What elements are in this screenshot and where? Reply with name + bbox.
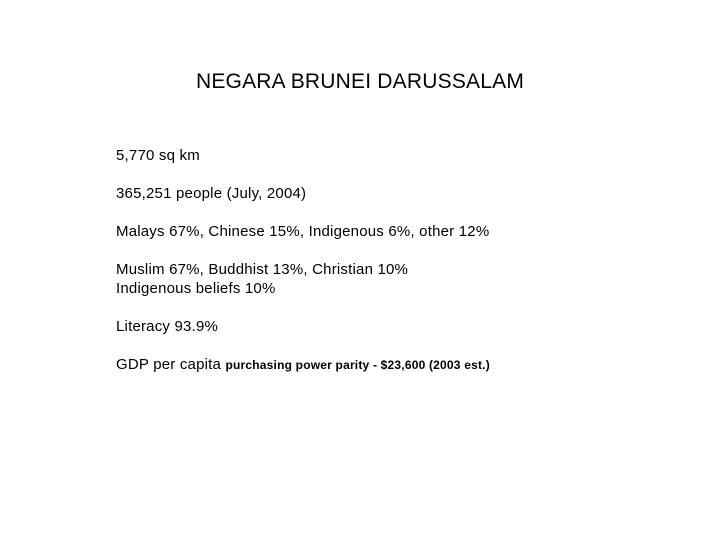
fact-ethnic-groups (116, 222, 696, 241)
gdp-label: GDP per capita (116, 356, 222, 373)
gdp-detail: purchasing power parity - $23,600 (2003 est.) (225, 358, 490, 372)
religion-line-1: Muslim 67%, Buddhist 13%, Christian 10% (116, 261, 409, 278)
gdp-line (116, 355, 696, 375)
fact-gdp (116, 355, 696, 375)
fact-religion (116, 260, 696, 298)
fact-literacy (116, 317, 696, 336)
fact-population (116, 184, 696, 203)
ethnic-groups-text: Malays 67%, Chinese 15%, Indigenous 6%, other 12% (116, 223, 490, 240)
fact-area (116, 146, 696, 165)
literacy-text: Literacy 93.9% (116, 318, 219, 335)
population-text: 365,251 people (July, 2004) (116, 185, 307, 202)
area-text: 5,770 sq km (116, 147, 200, 164)
facts-list (116, 146, 696, 394)
slide-title: NEGARA BRUNEI DARUSSALAM (195, 70, 525, 93)
religion-line-2: Indigenous beliefs 10% (116, 280, 276, 297)
